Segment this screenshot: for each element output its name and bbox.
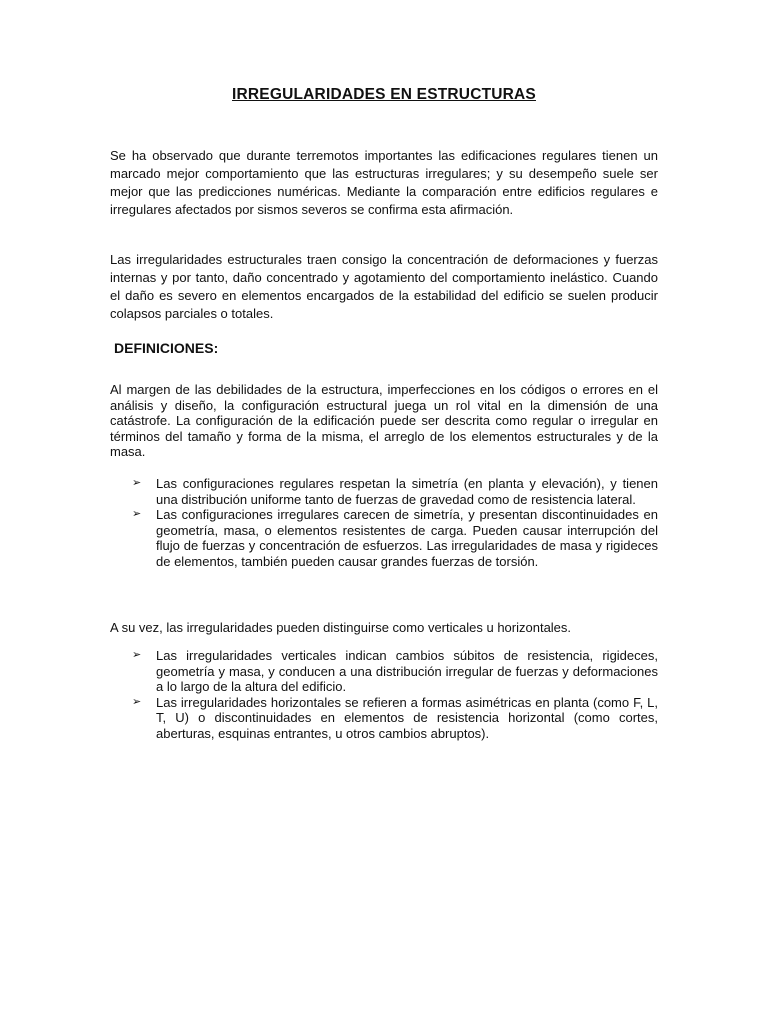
document-title: IRREGULARIDADES EN ESTRUCTURAS — [232, 86, 536, 103]
arrow-bullet-icon: ➢ — [132, 695, 142, 708]
distinction-paragraph: A su vez, las irregularidades pueden distinguirse como verticales u horizontales. — [110, 620, 572, 635]
configuration-list — [132, 476, 658, 570]
irregularities-paragraph: Las irregularidades estructurales traen consigo la concentración de deformaciones y fuerzas internas y por tanto, daño concentrado y agotamiento del comportamiento inelástico. Cuando el daño es severo en elementos encargados de la estabilidad del edificio se suelen producir colapsos parciales o totales. — [110, 252, 658, 321]
arrow-bullet-icon: ➢ — [132, 508, 142, 521]
irregularity-types-list — [132, 648, 658, 742]
arrow-bullet-icon: ➢ — [132, 477, 142, 489]
arrow-bullet-icon: ➢ — [132, 649, 142, 661]
definitions-heading: DEFINICIONES: — [114, 340, 219, 356]
list-item — [132, 695, 658, 742]
list-item — [132, 476, 658, 507]
list-item-text: Las configuraciones irregulares carecen de simetría, y presentan discontinuidades en geometría, masa, o elementos resistentes de carga. Pueden causar interrupción del flujo de fuerzas y concentración de esfuerzos. Las irregularidades de masa y rigideces de elementos, también pueden causar grandes fuerzas de torsión. — [156, 507, 658, 569]
configuration-paragraph: Al margen de las debilidades de la estructura, imperfecciones en los códigos o errores en el análisis y diseño, la configuración estructural juega un rol vital en la dimensión de una catástrofe. La configuración de la edificación puede ser descrita como regular o irregular en términos del tamaño y forma de la misma, el arreglo de los elementos estructurales y de la masa. — [110, 382, 658, 459]
list-item-text: Las configuraciones regulares respetan la simetría (en planta y elevación), y tienen una distribución uniforme tanto de fuerzas de gravedad como de resistencia lateral. — [156, 476, 658, 507]
list-item — [132, 507, 658, 569]
list-item-text: Las irregularidades verticales indican cambios súbitos de resistencia, rigideces, geometría y masa, y conducen a una distribución irregular de fuerzas y deformaciones a lo largo de la altura del edificio. — [156, 648, 658, 695]
intro-paragraph: Se ha observado que durante terremotos importantes las edificaciones regulares tienen un marcado mejor comportamiento que las estructuras irregulares; y su desempeño suele ser mejor que las predicciones numéricas. Mediante la comparación entre edificios regulares e irregulares afectados por sismos severos se confirma esta afirmación. — [110, 148, 658, 217]
list-item — [132, 648, 658, 695]
list-item-text: Las irregularidades horizontales se refieren a formas asimétricas en planta (como F, L, T, U) o discontinuidades en elementos de resistencia horizontal (como cortes, aberturas, esquinas entrantes, u otros cambios abruptos). — [156, 694, 658, 741]
